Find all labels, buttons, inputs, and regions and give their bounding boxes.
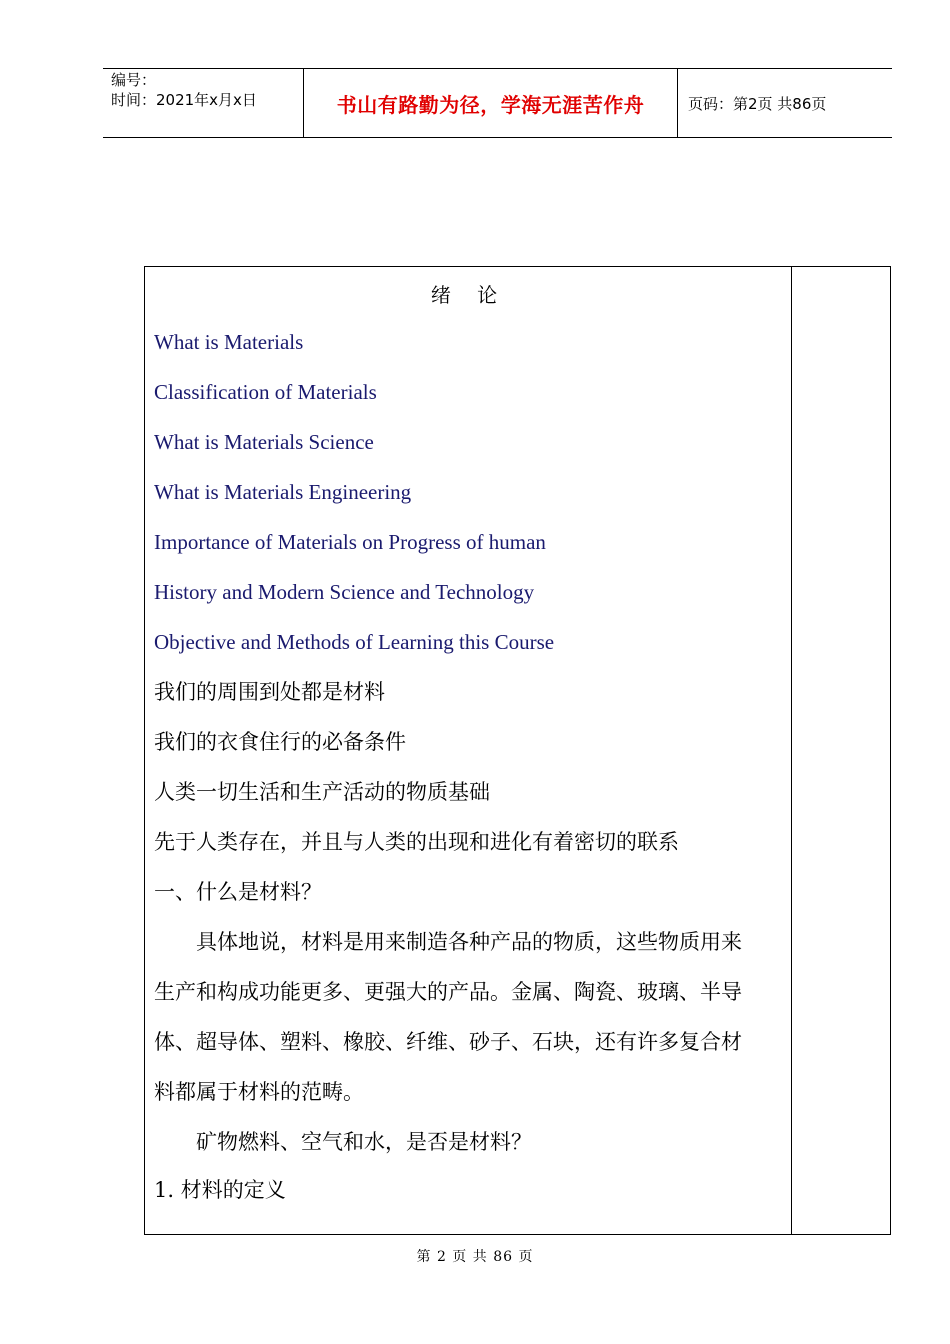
paragraph-line: 体、超导体、塑料、橡胶、纤维、砂子、石块，还有许多复合材 [154, 1030, 742, 1054]
english-line: What is Materials [154, 330, 304, 354]
page-header [103, 68, 892, 138]
side-column-divider [791, 267, 792, 1234]
paragraph-line: 生产和构成功能更多、更强大的产品。金属、陶瓷、玻璃、半导 [154, 980, 742, 1004]
chinese-line: 先于人类存在，并且与人类的出现和进化有着密切的联系 [154, 830, 679, 854]
english-line: Objective and Methods of Learning this Course [154, 630, 555, 654]
chinese-line: 人类一切生活和生产活动的物质基础 [154, 780, 490, 804]
english-line: What is Materials Engineering [154, 480, 412, 504]
header-page-cell [678, 69, 892, 137]
header-motto: 书山有路勤为径，学海无涯苦作舟 [336, 92, 645, 117]
english-line: Importance of Materials on Progress of human [154, 530, 546, 554]
header-page-info: 页码：第2页 共86页 [688, 94, 827, 113]
chinese-line: 我们的周围到处都是材料 [154, 680, 385, 704]
document-number-label: 编号： [111, 71, 157, 89]
document-date: 时间：2021年x月x日 [111, 91, 257, 109]
chinese-line: 我们的衣食住行的必备条件 [154, 730, 406, 754]
header-motto-cell [304, 69, 678, 137]
section-title: 绪 论 [430, 283, 508, 307]
paragraph-line: 料都属于材料的范畴。 [154, 1080, 364, 1104]
paragraph-line: 矿物燃料、空气和水，是否是材料？ [154, 1130, 532, 1154]
paragraph-line: 具体地说，材料是用来制造各种产品的物质，这些物质用来 [154, 930, 742, 954]
page-footer: 第 2 页 共 86 页 [416, 1249, 534, 1265]
english-line: What is Materials Science [154, 430, 374, 454]
english-line: Classification of Materials [154, 380, 377, 404]
section-heading: 一、什么是材料？ [154, 880, 322, 904]
header-meta-cell [103, 69, 304, 137]
subsection-heading: 1. 材料的定义 [154, 1178, 286, 1202]
english-line: History and Modern Science and Technology [154, 580, 535, 604]
